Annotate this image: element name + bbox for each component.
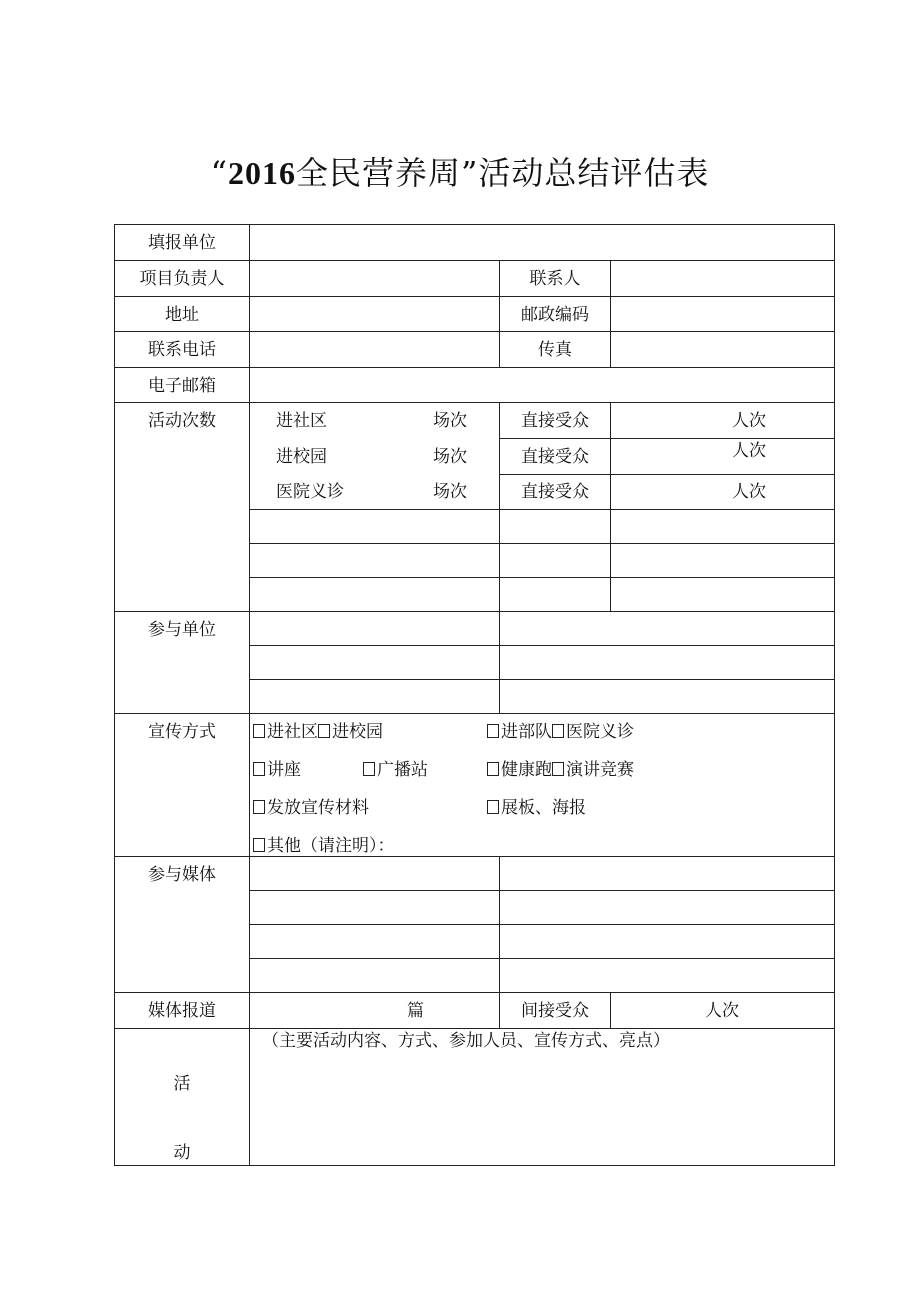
publicity-line-1b: 进部队 医院义诊 <box>487 722 634 742</box>
rule <box>114 1028 835 1029</box>
label-publicity: 宣传方式 <box>148 722 216 742</box>
label-contact: 联系人 <box>529 269 581 289</box>
activity-place: 进校园 <box>276 447 327 467</box>
border-right <box>834 224 835 1166</box>
publicity-line-3: 发放宣传材料 <box>253 798 369 818</box>
checkbox[interactable] <box>487 762 499 776</box>
label-media: 参与媒体 <box>148 865 216 885</box>
activity-audience: 直接受众 <box>521 482 589 502</box>
publicity-line-2b: 广播站 <box>363 760 428 780</box>
activity-unit: 场次 <box>433 482 467 502</box>
rule <box>249 924 835 925</box>
label-summary-1: 活 <box>173 1074 191 1094</box>
activity-unit: 场次 <box>433 447 467 467</box>
publicity-line-2: 讲座 <box>253 760 301 780</box>
label-activities: 活动次数 <box>148 411 216 431</box>
rule <box>114 1165 835 1166</box>
page-title: “2016全民营养周”活动总结评估表 <box>210 154 710 192</box>
activity-place: 医院义诊 <box>276 482 344 502</box>
rule <box>114 713 835 714</box>
rule <box>499 474 835 475</box>
checkbox[interactable] <box>552 724 564 738</box>
checkbox[interactable] <box>487 800 499 814</box>
checkbox[interactable] <box>318 724 330 738</box>
checkbox[interactable] <box>253 800 265 814</box>
rule <box>499 438 835 439</box>
rule <box>249 890 835 891</box>
rule <box>249 543 835 544</box>
rule <box>114 402 835 403</box>
publicity-line-1: 进社区 进校园 <box>253 722 383 742</box>
rule <box>114 224 835 225</box>
publicity-line-3b: 展板、海报 <box>487 798 586 818</box>
publicity-line-4: 其他（请注明）： <box>253 836 395 856</box>
activity-count: 人次 <box>732 441 766 461</box>
border-left <box>114 224 115 1166</box>
divider-right-2 <box>610 402 611 611</box>
activity-count: 人次 <box>732 411 766 431</box>
rule <box>114 331 835 332</box>
rule <box>114 992 835 993</box>
publicity-line-2c: 健康跑 演讲竞赛 <box>487 760 634 780</box>
divider-right <box>610 260 611 367</box>
evaluation-form <box>114 224 835 1166</box>
checkbox[interactable] <box>253 724 265 738</box>
divider-right-3 <box>610 992 611 1028</box>
label-phone: 联系电话 <box>148 340 216 360</box>
label-unit: 填报单位 <box>148 233 216 253</box>
label-email: 电子邮箱 <box>148 376 216 396</box>
rule <box>114 296 835 297</box>
divider-label <box>249 224 250 1166</box>
rule <box>249 645 835 646</box>
rule <box>249 577 835 578</box>
summary-hint: （主要活动内容、方式、参加人员、宣传方式、亮点） <box>262 1031 670 1051</box>
rule <box>114 260 835 261</box>
checkbox[interactable] <box>487 724 499 738</box>
label-postcode: 邮政编码 <box>521 305 589 325</box>
label-fax: 传真 <box>538 340 572 360</box>
label-participants: 参与单位 <box>148 620 216 640</box>
report-count: 人次 <box>705 1001 739 1021</box>
activity-place: 进社区 <box>276 411 327 431</box>
checkbox[interactable] <box>363 762 375 776</box>
report-indirect-audience: 间接受众 <box>521 1001 589 1021</box>
label-summary-2: 动 <box>173 1143 191 1163</box>
activity-count: 人次 <box>732 482 766 502</box>
activity-unit: 场次 <box>433 411 467 431</box>
rule <box>249 509 835 510</box>
report-unit: 篇 <box>407 1001 424 1021</box>
label-address: 地址 <box>165 305 199 325</box>
label-report: 媒体报道 <box>148 1001 216 1021</box>
checkbox[interactable] <box>253 762 265 776</box>
activity-audience: 直接受众 <box>521 411 589 431</box>
rule <box>249 679 835 680</box>
rule <box>114 367 835 368</box>
rule <box>249 958 835 959</box>
label-leader: 项目负责人 <box>139 269 225 289</box>
activity-audience: 直接受众 <box>521 447 589 467</box>
checkbox[interactable] <box>253 838 265 852</box>
rule <box>114 611 835 612</box>
checkbox[interactable] <box>552 762 564 776</box>
rule <box>114 856 835 857</box>
